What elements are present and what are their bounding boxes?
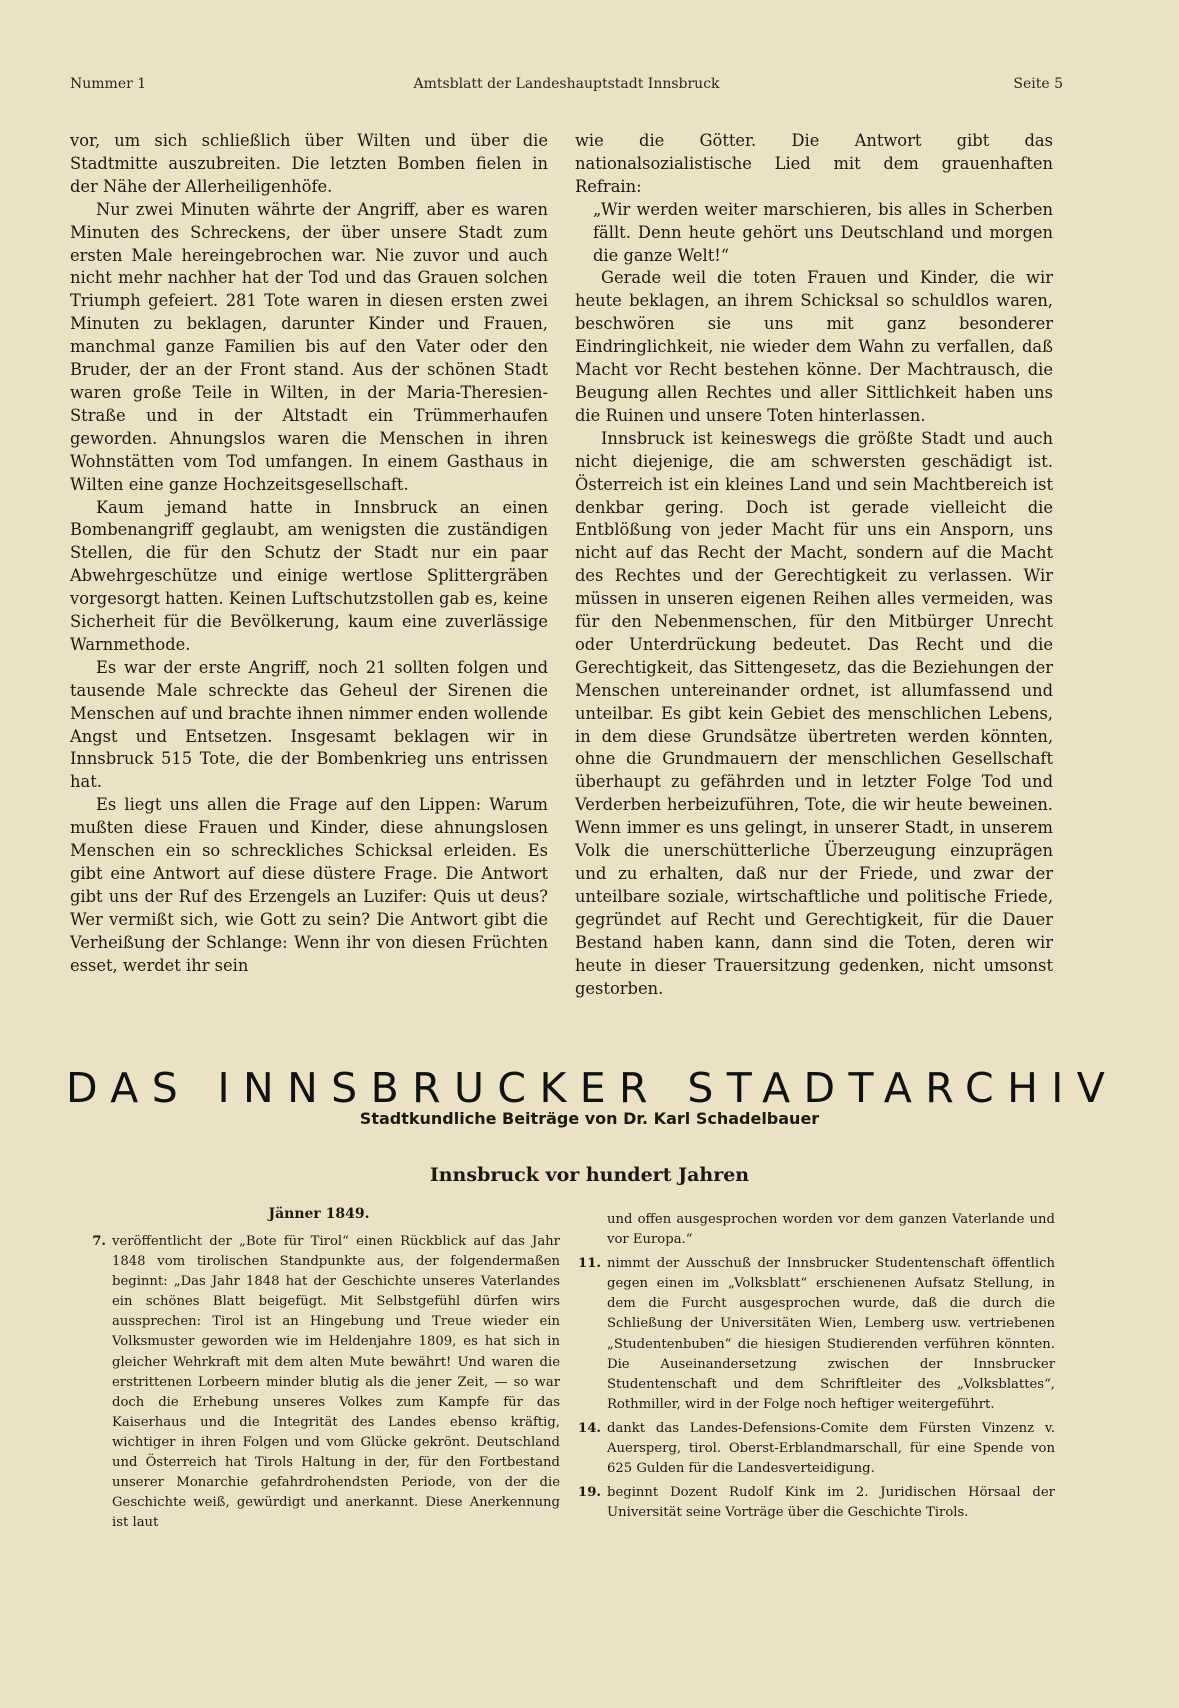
- month-heading: Jänner 1849.: [268, 1206, 370, 1222]
- article-column-right: [575, 130, 1053, 1000]
- entry-day: 11.: [578, 1256, 601, 1272]
- entry-continuation: und offen ausgesprochen worden vor dem ganzen Vaterlande und vor Europa.“: [607, 1212, 1055, 1248]
- entry-day: 14.: [578, 1420, 601, 1436]
- article-paragraph: vor, um sich schließlich über Wilten und über die Stadtmitte auszubreiten. Die letzten Bomben fielen in der Nähe der Allerheiligenhöfe.: [70, 131, 548, 196]
- chronicle-column-right: [575, 1210, 1055, 1527]
- article-paragraph: Es liegt uns allen die Frage auf den Lippen: Warum mußten diese Frauen und Kinder, diese ahnungslosen Menschen ein so schreckliches Schicksal erleiden. Es gibt eine Antwort auf diese düstere Frage. Die Antwort gibt uns der Ruf des Erzengels an Luzifer: Quis ut deus? Wer vermißt sich, wie Gott zu sein? Die Antwort gibt die Verheißung der Schlange: Wenn ihr von diesen Früchten esset, werdet ihr sein: [70, 795, 548, 975]
- article-paragraph: wie die Götter. Die Antwort gibt das nationalsozialistische Lied mit dem grauenhaften Refrain:: [575, 131, 1053, 196]
- article-paragraph: Nur zwei Minuten währte der Angriff, aber es waren Minuten des Schreckens, der über unsere Stadt zum ersten Male hereingebrochen war. Nie zuvor und auch nicht mehr nachher hat der Tod und das Grauen solchen Triumph gefeiert. 281 Tote waren in diesen ersten zwei Minuten zu beklagen, darunter Kinder und Frauen, manchmal ganze Familien bis auf den Vater oder den Bruder, der an der Front stand. Aus der schönen Stadt waren große Teile in Wilten, in der Maria-Theresien-Straße und in der Altstadt ein Trümmerhaufen geworden. Ahnungslos waren die Menschen in ihren Wohnstätten vom Tod umfangen. In einem Gasthaus in Wilten eine ganze Hochzeitsgesellschaft.: [70, 199, 548, 494]
- issue-number: Nummer 1: [70, 76, 147, 92]
- entry-text: beginnt Dozent Rudolf Kink im 2. Juridischen Hörsaal der Universität seine Vorträge über die Geschichte Tirols.: [607, 1485, 1055, 1521]
- chronicle-entry: [80, 1232, 560, 1533]
- chronicle-entry: [575, 1419, 1055, 1479]
- article-paragraph: Innsbruck ist keineswegs die größte Stadt und auch nicht diejenige, die am schwersten geschädigt ist. Österreich ist ein kleines Land und sein Machtbereich ist denkbar gering. Doch ist gerade vielleicht die Entblößung von jeder Macht für uns ein Ansporn, uns nicht auf das Recht der Macht, sondern auf die Macht des Rechtes und der Gerechtigkeit zu verlassen. Wir müssen in unseren eigenen Reihen alles vermeiden, was für den Nebenmenschen, für den Mitbürger Unrecht oder Unterdrückung bedeutet. Das Recht und die Gerechtigkeit, das Sittengesetz, das die Beziehungen der Menschen untereinander ordnet, ist allumfassend und unteilbar. Es gibt kein Gebiet des menschlichen Lebens, in dem diese Grundsätze übertreten werden könnten, ohne die Grundmauern der menschlichen Gesellschaft überhaupt zu gefährden und in letzter Folge Tod und Verderben herbeizuführen, Tote, die wir heute beweinen. Wenn immer es uns gelingt, in unserer Stadt, in unserem Volk die unerschütterliche Überzeugung einzuprägen und zu erhalten, daß nur der Friede, und zwar der unteilbare soziale, wirtschaftliche und politische Friede, gegründet auf Recht und Gerechtigkeit, für die Dauer Bestand haben kann, dann sind die Toten, deren wir heute in dieser Trauersitzung gedenken, nicht umsonst gestorben.: [575, 428, 1053, 998]
- page-number: Seite 5: [1013, 76, 1063, 92]
- article-paragraph: Gerade weil die toten Frauen und Kinder, die wir heute beklagen, an ihrem Schicksal so schuldlos waren, beschwören sie uns mit ganz besonderer Eindringlichkeit, nie wieder dem Wahn zu verfallen, daß Macht vor Recht bestehen könne. Der Machtrausch, die Beugung allen Rechtes und aller Sittlichkeit haben uns die Ruinen und unsere Toten hinterlassen.: [575, 268, 1053, 425]
- article-column-left: [70, 130, 548, 978]
- entry-day: 7.: [92, 1234, 106, 1249]
- entry-text: veröffentlicht der „Bote für Tirol“ einen Rückblick auf das Jahr 1848 vom tirolischen Standpunkte aus, der folgendermaßen beginnt: „Das Jahr 1848 hat der Geschichte unseres Vaterlandes ein schönes Blatt beigefügt. Mit Selbstgefühl dürfen wirs aussprechen: Tirol ist an Hingebung und Treue wieder ein Volksmuster geworden wie im Heldenjahre 1809, es hat sich in gleicher Wehrkraft mit dem alten Mute bewährt! Und waren die erstrittenen Lorbeern minder blutig als die jener Zeit, — so war doch die Erhebung unseres Volkes zum Kampfe für das Kaiserhaus und die Integrität des Landes ebenso kräftig, wichtiger in ihren Folgen und vom Glücke gekrönt. Deutschland und Österreich hat Tirols Haltung in der, für den Fortbestand unserer Monarchie gefahrdrohendsten Periode, von der die Geschichte weiß, gewürdigt und anerkannt. Diese Anerkennung ist laut: [112, 1234, 560, 1531]
- publication-title: Amtsblatt der Landeshauptstadt Innsbruck: [413, 76, 720, 92]
- entry-text: dankt das Landes-Defensions-Comite dem Fürsten Vinzenz v. Auersperg, tirol. Oberst-Erblandmarschall, für eine Spende von 625 Gulden für die Landesverteidigung.: [607, 1420, 1055, 1477]
- song-quote: „Wir werden weiter marschieren, bis alles in Scherben fällt. Denn heute gehört uns Deutschland und morgen die ganze Welt!“: [593, 199, 1053, 265]
- chronicle-entry: [575, 1254, 1055, 1415]
- archive-section-title: DAS INNSBRUCKER STADTARCHIV: [66, 1064, 1119, 1112]
- page-header: [70, 76, 1063, 98]
- article-paragraph: Kaum jemand hatte in Innsbruck an einen Bombenangriff geglaubt, am wenigsten die zuständigen Stellen, die für den Schutz der Stadt nur ein paar Abwehrgeschütze und einige wertlose Splittergräben vorgesorgt hatten. Keinen Luftschutzstollen gab es, keine Sicherheit für die Bevölkerung, kaum eine zuverlässige Warnmethode.: [70, 497, 548, 654]
- article-paragraph: Es war der erste Angriff, noch 21 sollten folgen und tausende Male schreckte das Geheul der Sirenen die Menschen auf und brachte ihnen nimmer enden wollende Angst und Entsetzen. Insgesamt beklagen wir in Innsbruck 515 Tote, die der Bombenkrieg uns entrissen hat.: [70, 657, 548, 792]
- rubric-heading: Innsbruck vor hundert Jahren: [429, 1164, 750, 1186]
- entry-text: nimmt der Ausschuß der Innsbrucker Studentenschaft öffentlich gegen einen im „Volksblatt“ erschienenen Aufsatz Stellung, in dem die Furcht ausgesprochen wurde, daß die durch die Schließung der Universitäten Wien, Lemberg usw. vertriebenen „Studentenbuben“ die hiesigen Studierenden verführen könnten. Die Auseinandersetzung zwischen der Innsbrucker Studentenschaft und dem Schriftleiter des „Volksblattes“, Rothmiller, wird in der Folge noch heftiger weitergeführt.: [607, 1256, 1055, 1412]
- chronicle-column-left: [80, 1232, 560, 1537]
- archive-section-subtitle: Stadtkundliche Beiträge von Dr. Karl Schadelbauer: [359, 1109, 820, 1128]
- entry-day: 19.: [578, 1485, 601, 1501]
- chronicle-entry: [575, 1483, 1055, 1523]
